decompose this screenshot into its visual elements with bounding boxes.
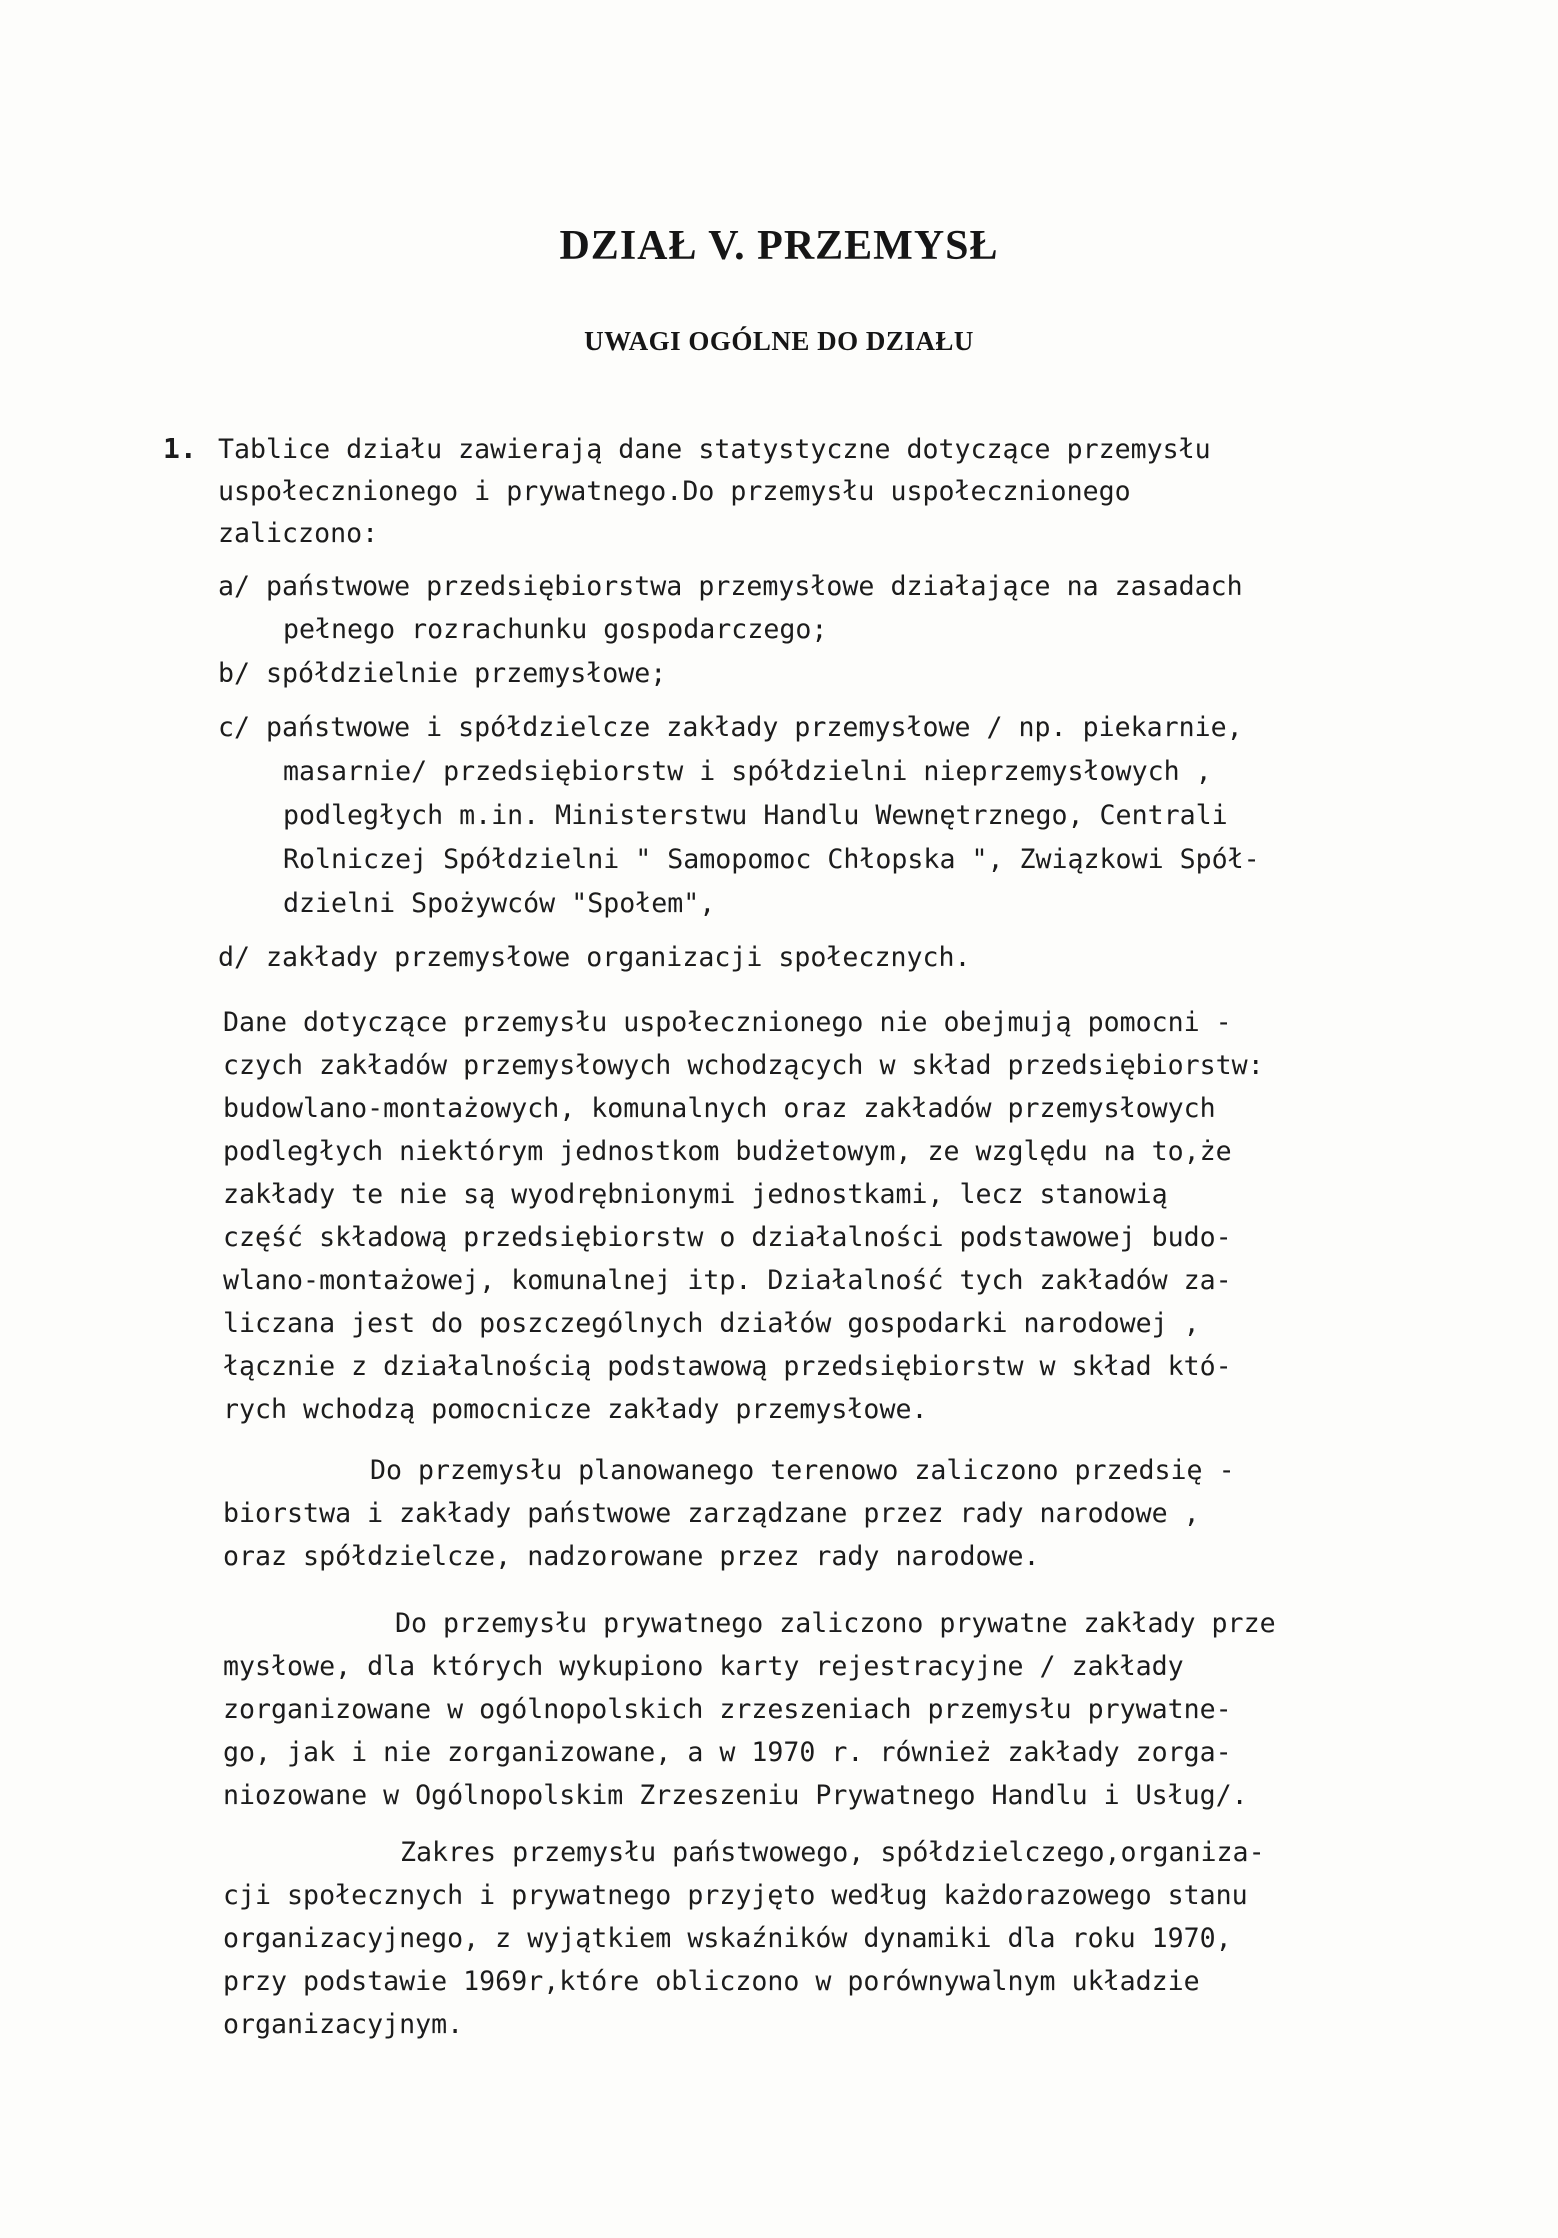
section-subtitle: UWAGI OGÓLNE DO DZIAŁU <box>584 326 974 356</box>
list-item-d: d/ zakłady przemysłowe organizacji społecznych. <box>218 942 971 973</box>
paragraph-line: rych wchodzą pomocnicze zakłady przemysłowe. <box>223 1394 928 1425</box>
paragraph-line: niozowane w Ogólnopolskim Zrzeszeniu Prywatnego Handlu i Usług/. <box>223 1780 1248 1811</box>
paragraph-line: podległych niektórym jednostkom budżetowym, ze względu na to,że <box>223 1136 1232 1167</box>
paragraph-line: część składową przedsiębiorstw o działalności podstawowej budo- <box>223 1222 1232 1253</box>
paragraph-line: Zakres przemysłu państwowego, spółdzielczego,organiza- <box>400 1837 1265 1868</box>
paragraph-line: budowlano-montażowych, komunalnych oraz zakładów przemysłowych <box>223 1093 1216 1124</box>
list-item-b: b/ spółdzielnie przemysłowe; <box>218 658 667 689</box>
paragraph-line: cji społecznych i prywatnego przyjęto według każdorazowego stanu <box>223 1880 1248 1911</box>
section-title: DZIAŁ V. PRZEMYSŁ <box>559 223 999 269</box>
list-item-c-cont: Rolniczej Spółdzielni " Samopomoc Chłopska ", Związkowi Spół- <box>283 844 1260 875</box>
list-item-c: c/ państwowe i spółdzielcze zakłady przemysłowe / np. piekarnie, <box>218 712 1243 743</box>
paragraph-line: liczana jest do poszczególnych działów gospodarki narodowej , <box>223 1308 1200 1339</box>
paragraph-line: łącznie z działalnością podstawową przedsiębiorstw w skład któ- <box>223 1351 1232 1382</box>
paragraph-line: Do przemysłu planowanego terenowo zaliczono przedsię - <box>370 1455 1235 1486</box>
text-line: uspołecznionego i prywatnego.Do przemysłu uspołecznionego <box>218 476 1131 507</box>
paragraph-line: zorganizowane w ogólnopolskich zrzeszeniach przemysłu prywatne- <box>223 1694 1232 1725</box>
list-item-a: a/ państwowe przedsiębiorstwa przemysłowe działające na zasadach <box>218 571 1243 602</box>
paragraph-line: mysłowe, dla których wykupiono karty rejestracyjne / zakłady <box>223 1651 1184 1682</box>
paragraph-line: biorstwa i zakłady państwowe zarządzane przez rady narodowe , <box>223 1498 1200 1529</box>
list-item-c-cont: masarnie/ przedsiębiorstw i spółdzielni nieprzemysłowych , <box>283 756 1212 787</box>
paragraph-line: czych zakładów przemysłowych wchodzących w skład przedsiębiorstw: <box>223 1050 1264 1081</box>
paragraph-line: oraz spółdzielcze, nadzorowane przez rady narodowe. <box>223 1541 1040 1572</box>
paragraph-line: przy podstawie 1969r,które obliczono w porównywalnym układzie <box>223 1966 1200 1997</box>
text-line: zaliczono: <box>218 518 379 549</box>
paragraph-line: zakłady te nie są wyodrębnionymi jednostkami, lecz stanowią <box>223 1179 1168 1210</box>
paragraph-line: organizacyjnego, z wyjątkiem wskaźników dynamiki dla roku 1970, <box>223 1923 1232 1954</box>
paragraph-line: organizacyjnym. <box>223 2009 464 2040</box>
list-item-c-cont: podległych m.in. Ministerstwu Handlu Wewnętrznego, Centrali <box>283 800 1228 831</box>
paragraph-line: Dane dotyczące przemysłu uspołecznionego nie obejmują pomocni - <box>223 1007 1232 1038</box>
paragraph-line: wlano-montażowej, komunalnej itp. Działalność tych zakładów za- <box>223 1265 1232 1296</box>
list-item-c-cont: dzielni Spożywców "Społem", <box>283 888 716 919</box>
paragraph-line: go, jak i nie zorganizowane, a w 1970 r. również zakłady zorga- <box>223 1737 1232 1768</box>
text-line: Tablice działu zawierają dane statystyczne dotyczące przemysłu <box>218 434 1211 465</box>
list-item-a-cont: pełnego rozrachunku gospodarczego; <box>283 614 828 645</box>
paragraph-line: Do przemysłu prywatnego zaliczono prywatne zakłady prze <box>395 1608 1276 1639</box>
item-number: 1. <box>163 432 197 465</box>
